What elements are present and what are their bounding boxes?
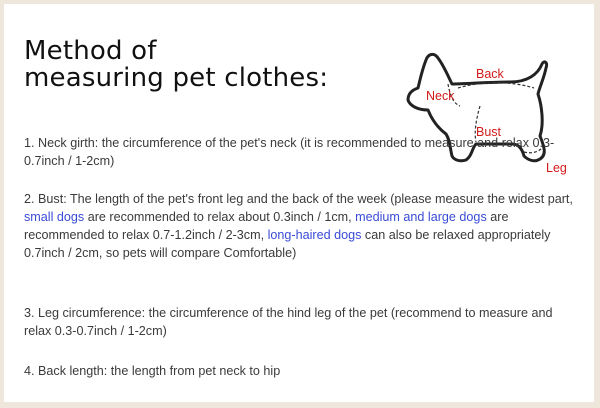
bust-text: [24, 190, 579, 262]
title-line-2: measuring pet clothes:: [24, 63, 329, 93]
title-line-1: Method of: [24, 36, 157, 66]
neck-girth-text: 1. Neck girth: the circumference of the pet's neck (it is recommended to measure and relax 0.3-0.7inch / 1-2cm): [24, 136, 555, 168]
medium-large-dogs-highlight: medium and large dogs: [355, 210, 487, 224]
bust-text-part: are recommended to relax about 0.3inch / 1cm,: [84, 210, 356, 224]
info-card: [4, 4, 594, 402]
page-title: [24, 38, 328, 92]
neck-label: Neck: [426, 89, 455, 103]
bust-text-part: can also be relaxed appropriately 0.7inch / 2cm, so pets will compare Comfortable): [24, 228, 551, 260]
bust-label: Bust: [476, 125, 502, 139]
long-haired-dogs-highlight: long-haired dogs: [267, 228, 362, 242]
back-length-text: 4. Back length: the length from pet neck to hip: [24, 364, 281, 378]
bust-text-part: 2. Bust: The length of the pet's front leg and the back of the week (please measure the widest part,: [24, 192, 573, 206]
bust-text-part: are recommended to relax 0.7-1.2inch / 2-3cm,: [24, 210, 509, 242]
leg-label: Leg: [546, 161, 567, 175]
back-label: Back: [476, 67, 504, 81]
small-dogs-highlight: small dogs: [24, 210, 85, 224]
leg-circumference-text: 3. Leg circumference: the circumference of the hind leg of the pet (recommend to measure and relax 0.3-0.7inch / 1-2cm): [24, 306, 553, 338]
